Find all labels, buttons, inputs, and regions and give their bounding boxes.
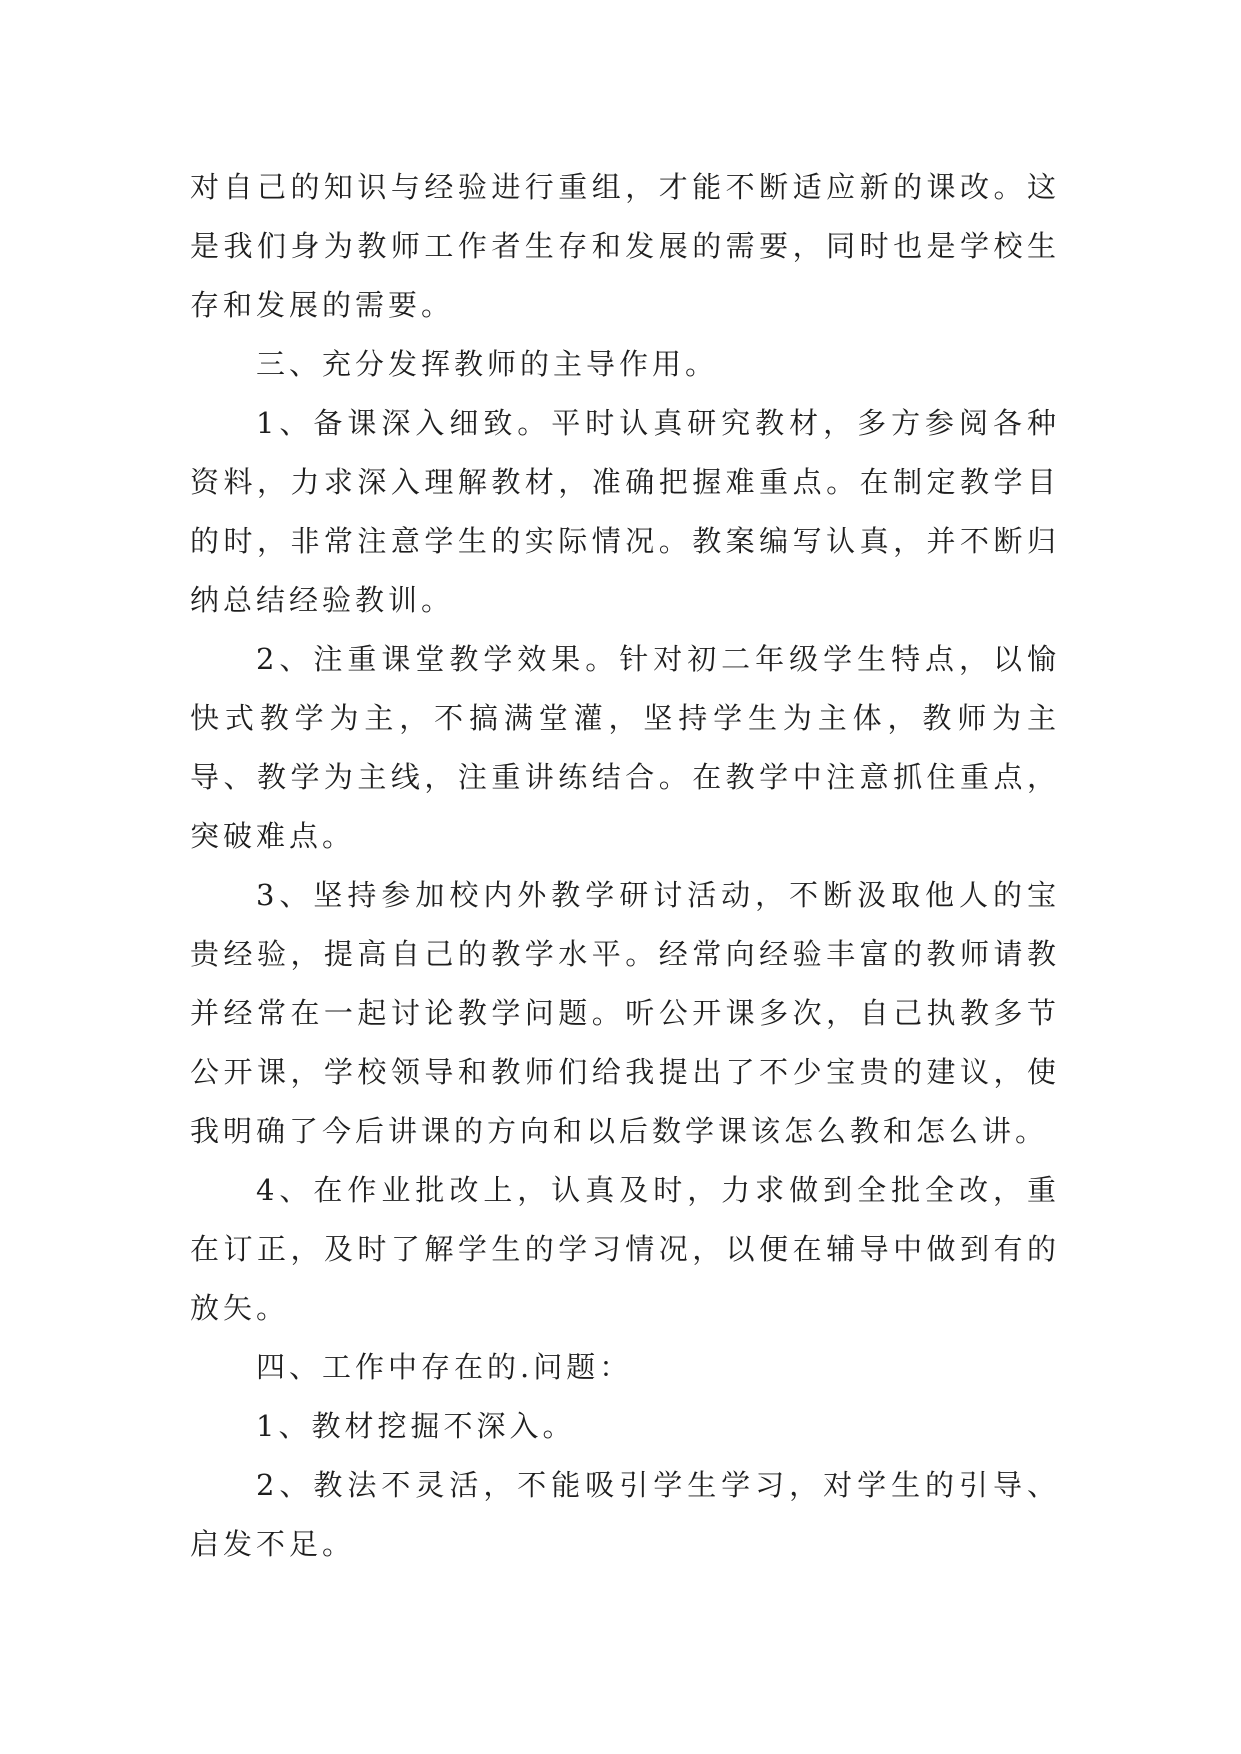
problem-item-1: 1、教材挖掘不深入。 [256, 1409, 576, 1443]
paragraph-teaching-research: 3、坚持参加校内外教学研讨活动，不断汲取他人的宝贵经验，提高自己的教学水平。经常向经验丰富的教师请教并经常在一起讨论教学问题。听公开课多次，自己执教多节公开课，学校领导和教师们给我提出了不少宝贵的建议，使我明确了今后讲课的方向和以后数学课该怎么教和怎么讲。 [190, 878, 1060, 1148]
section-heading-problems: 四、工作中存在的.问题： [256, 1350, 633, 1384]
paragraph-homework-correction: 4、在作业批改上，认真及时，力求做到全批全改，重在订正，及时了解学生的学习情况，以便在辅导中做到有的放矢。 [190, 1173, 1060, 1325]
document-body [190, 158, 1060, 1574]
paragraph-continued-intro: 对自己的知识与经验进行重组，才能不断适应新的课改。这是我们身为教师工作者生存和发展的需要，同时也是学校生存和发展的需要。 [190, 170, 1060, 322]
problem-item-2: 2、教法不灵活，不能吸引学生学习，对学生的引导、启发不足。 [190, 1468, 1060, 1561]
paragraph-lesson-preparation: 1、备课深入细致。平时认真研究教材，多方参阅各种资料，力求深入理解教材，准确把握难重点。在制定教学目的时，非常注意学生的实际情况。教案编写认真，并不断归纳总结经验教训。 [190, 406, 1060, 617]
section-heading-teacher-role: 三、充分发挥教师的主导作用。 [256, 347, 719, 381]
paragraph-classroom-effect: 2、注重课堂教学效果。针对初二年级学生特点，以愉快式教学为主，不搞满堂灌，坚持学生为主体，教师为主导、教学为主线，注重讲练结合。在教学中注意抓住重点，突破难点。 [190, 642, 1060, 853]
